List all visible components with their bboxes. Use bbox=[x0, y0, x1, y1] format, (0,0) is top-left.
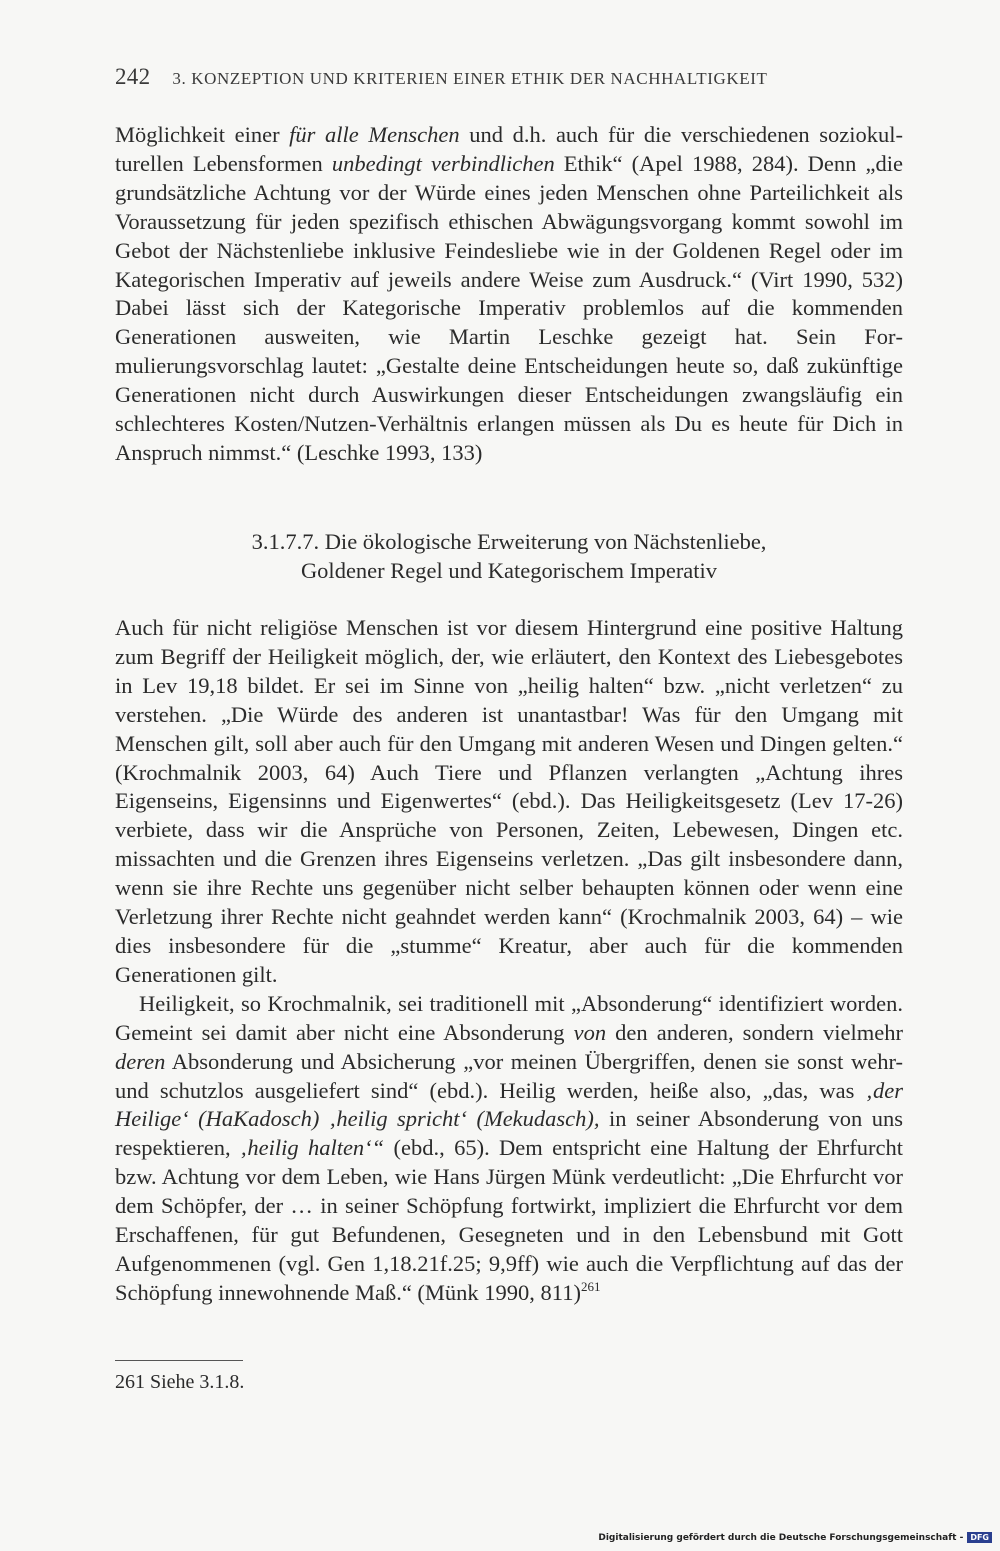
text-run: Heiligkeit, so Krochmalnik, sei traditionell mit „Absonderung“ identifiziert worden. Gemeint sei damit aber nicht eine Absonderung bbox=[115, 990, 903, 1045]
footnote-reference[interactable]: 261 bbox=[580, 1278, 601, 1294]
text-run: Möglichkeit einer bbox=[115, 122, 290, 147]
section-heading bbox=[115, 527, 903, 585]
running-title: 3. KONZEPTION UND KRITERIEN EINER ETHIK DER NACHHALTIGKEIT bbox=[172, 69, 768, 88]
text-run: (ebd., 65). Dem entspricht eine Haltung der Ehrfurcht bzw. Achtung vor dem Leben, wie Hans Jürgen Münk verdeutlicht: „Die Ehrfurcht vor dem Schöpfer, der … in seiner Schöpfung fortwirkt, impliziert die Ehrfurcht vor dem Erschaffenen, für gut Befundenen, Gesegneten und in den Lebensbund mit Gott Aufgenommenen (vgl. Gen 1,18.21f.25; 9,9ff) wie auch die Verpflichtung auf das der Schöpfung innewohnende Maß.“ (Münk 1990, 811) bbox=[115, 1135, 903, 1305]
paragraph: Auch für nicht religiöse Menschen ist vor diesem Hintergrund eine positive Haltung zum Begriff der Heiligkeit möglich, der, wie erläutert, den Kontext des Liebesgebotes in Lev 19,18 bildet. Er sei im Sinne von „heilig halten“ bzw. „nicht verletzen“ zu verstehen. „Die Würde des anderen ist unantastbar! Was für den Umgang mit Menschen gilt, soll aber auch für den Umgang mit anderen Wesen und Dingen gelten.“ (Krochmalnik 2003, 64) Auch Tiere und Pflanzen verlangten „Achtung ihres Eigenseins, Eigensinns und Eigenwertes“ (ebd.). Das Heiligkeitsgesetz (Lev 17-26) verbiete, dass wir die Ansprüche von Personen, Zeiten, Lebewesen, Dingen etc. missachten und die Grenzen ihres Eigenseins verletzen. „Das gilt insbesondere dann, wenn sie ihre Rechte uns gegenüber nicht selber behaupten können oder wenn eine Verletzung ihrer Rechte nicht geahndet werden kann“ (Krochmalnik 2003, 64) – wie dies insbesondere für die „stumme“ Kreatur, aber auch für die kommenden Generationen gilt. bbox=[115, 615, 903, 987]
footnote: 261 Siehe 3.1.8. bbox=[115, 1371, 245, 1393]
text-run: und d.h. auch für die verschiedenen soziokulturellen Lebensformen bbox=[115, 122, 903, 176]
body-text-top bbox=[115, 121, 903, 468]
body-text-bottom bbox=[115, 614, 903, 1308]
paragraph bbox=[115, 990, 903, 1308]
credit-text: Digitalisierung gefördert durch die Deutsche Forschungsgemeinschaft - bbox=[598, 1532, 964, 1543]
paragraph bbox=[115, 121, 903, 468]
text-run: Ethik“ (Apel 1988, 284). Denn „die grundsätzliche Achtung vor der Würde eines jeden Menschen ohne Parteilichkeit als Voraussetzung für jeden spezifisch ethischen Abwägungsvorgang kommt sowohl im Gebot der Nächstenliebe inklusive Feindesliebe wie in der Goldenen Regel oder im Kategorischen Imperativ auf jeweils andere Weise zum Ausdruck.“ (Virt 1990, 532) Dabei lässt sich der Kategorische Imperativ problemlos auf die kommenden Generationen ausweiten, wie Martin Leschke gezeigt hat. Sein Formulierungsvorschlag lautet: „Gestalte deine Entscheidungen heute so, daß zukünftige Generationen nicht durch Auswirkungen dieser Entscheidungen zwangsläufig ein schlechteres Kosten/Nutzen-Verhältnis erlangen müssen als Du es heute für Dich in Anspruch nimmst.“ (Leschke 1993, 133) bbox=[115, 150, 904, 465]
section-heading-line-2: Goldener Regel und Kategorischem Imperativ bbox=[300, 558, 718, 583]
running-header bbox=[115, 64, 905, 90]
italic-run: deren bbox=[115, 1048, 166, 1074]
text-run: den anderen, sondern vielmehr bbox=[606, 1019, 903, 1045]
text-run: Absonderung und Absicherung „vor meinen Übergriffen, denen sie sonst wehr- und schutzlos ausgeliefert sind“ (ebd.). Heilig werden, heiße also, „das, was bbox=[115, 1048, 903, 1103]
dfg-logo: DFG bbox=[967, 1532, 992, 1543]
section-heading-line-1: 3.1.7.7. Die ökologische Erweiterung von Nächstenliebe, bbox=[251, 529, 767, 554]
footnote-divider bbox=[115, 1360, 243, 1361]
italic-run: ‚der Heilige‘ (HaKadosch) ‚heilig spricht‘ (Mekudasch), bbox=[115, 1077, 903, 1132]
text-run: in seiner Absonderung von uns respektieren, bbox=[115, 1106, 904, 1161]
italic-run: für alle Menschen bbox=[289, 122, 460, 147]
italic-run: unbedingt verbindlichen bbox=[331, 150, 555, 176]
digitization-credit bbox=[598, 1532, 992, 1543]
italic-run: von bbox=[573, 1019, 607, 1045]
page-number: 242 bbox=[115, 64, 151, 89]
italic-run: ‚heilig halten‘“ bbox=[239, 1135, 385, 1161]
